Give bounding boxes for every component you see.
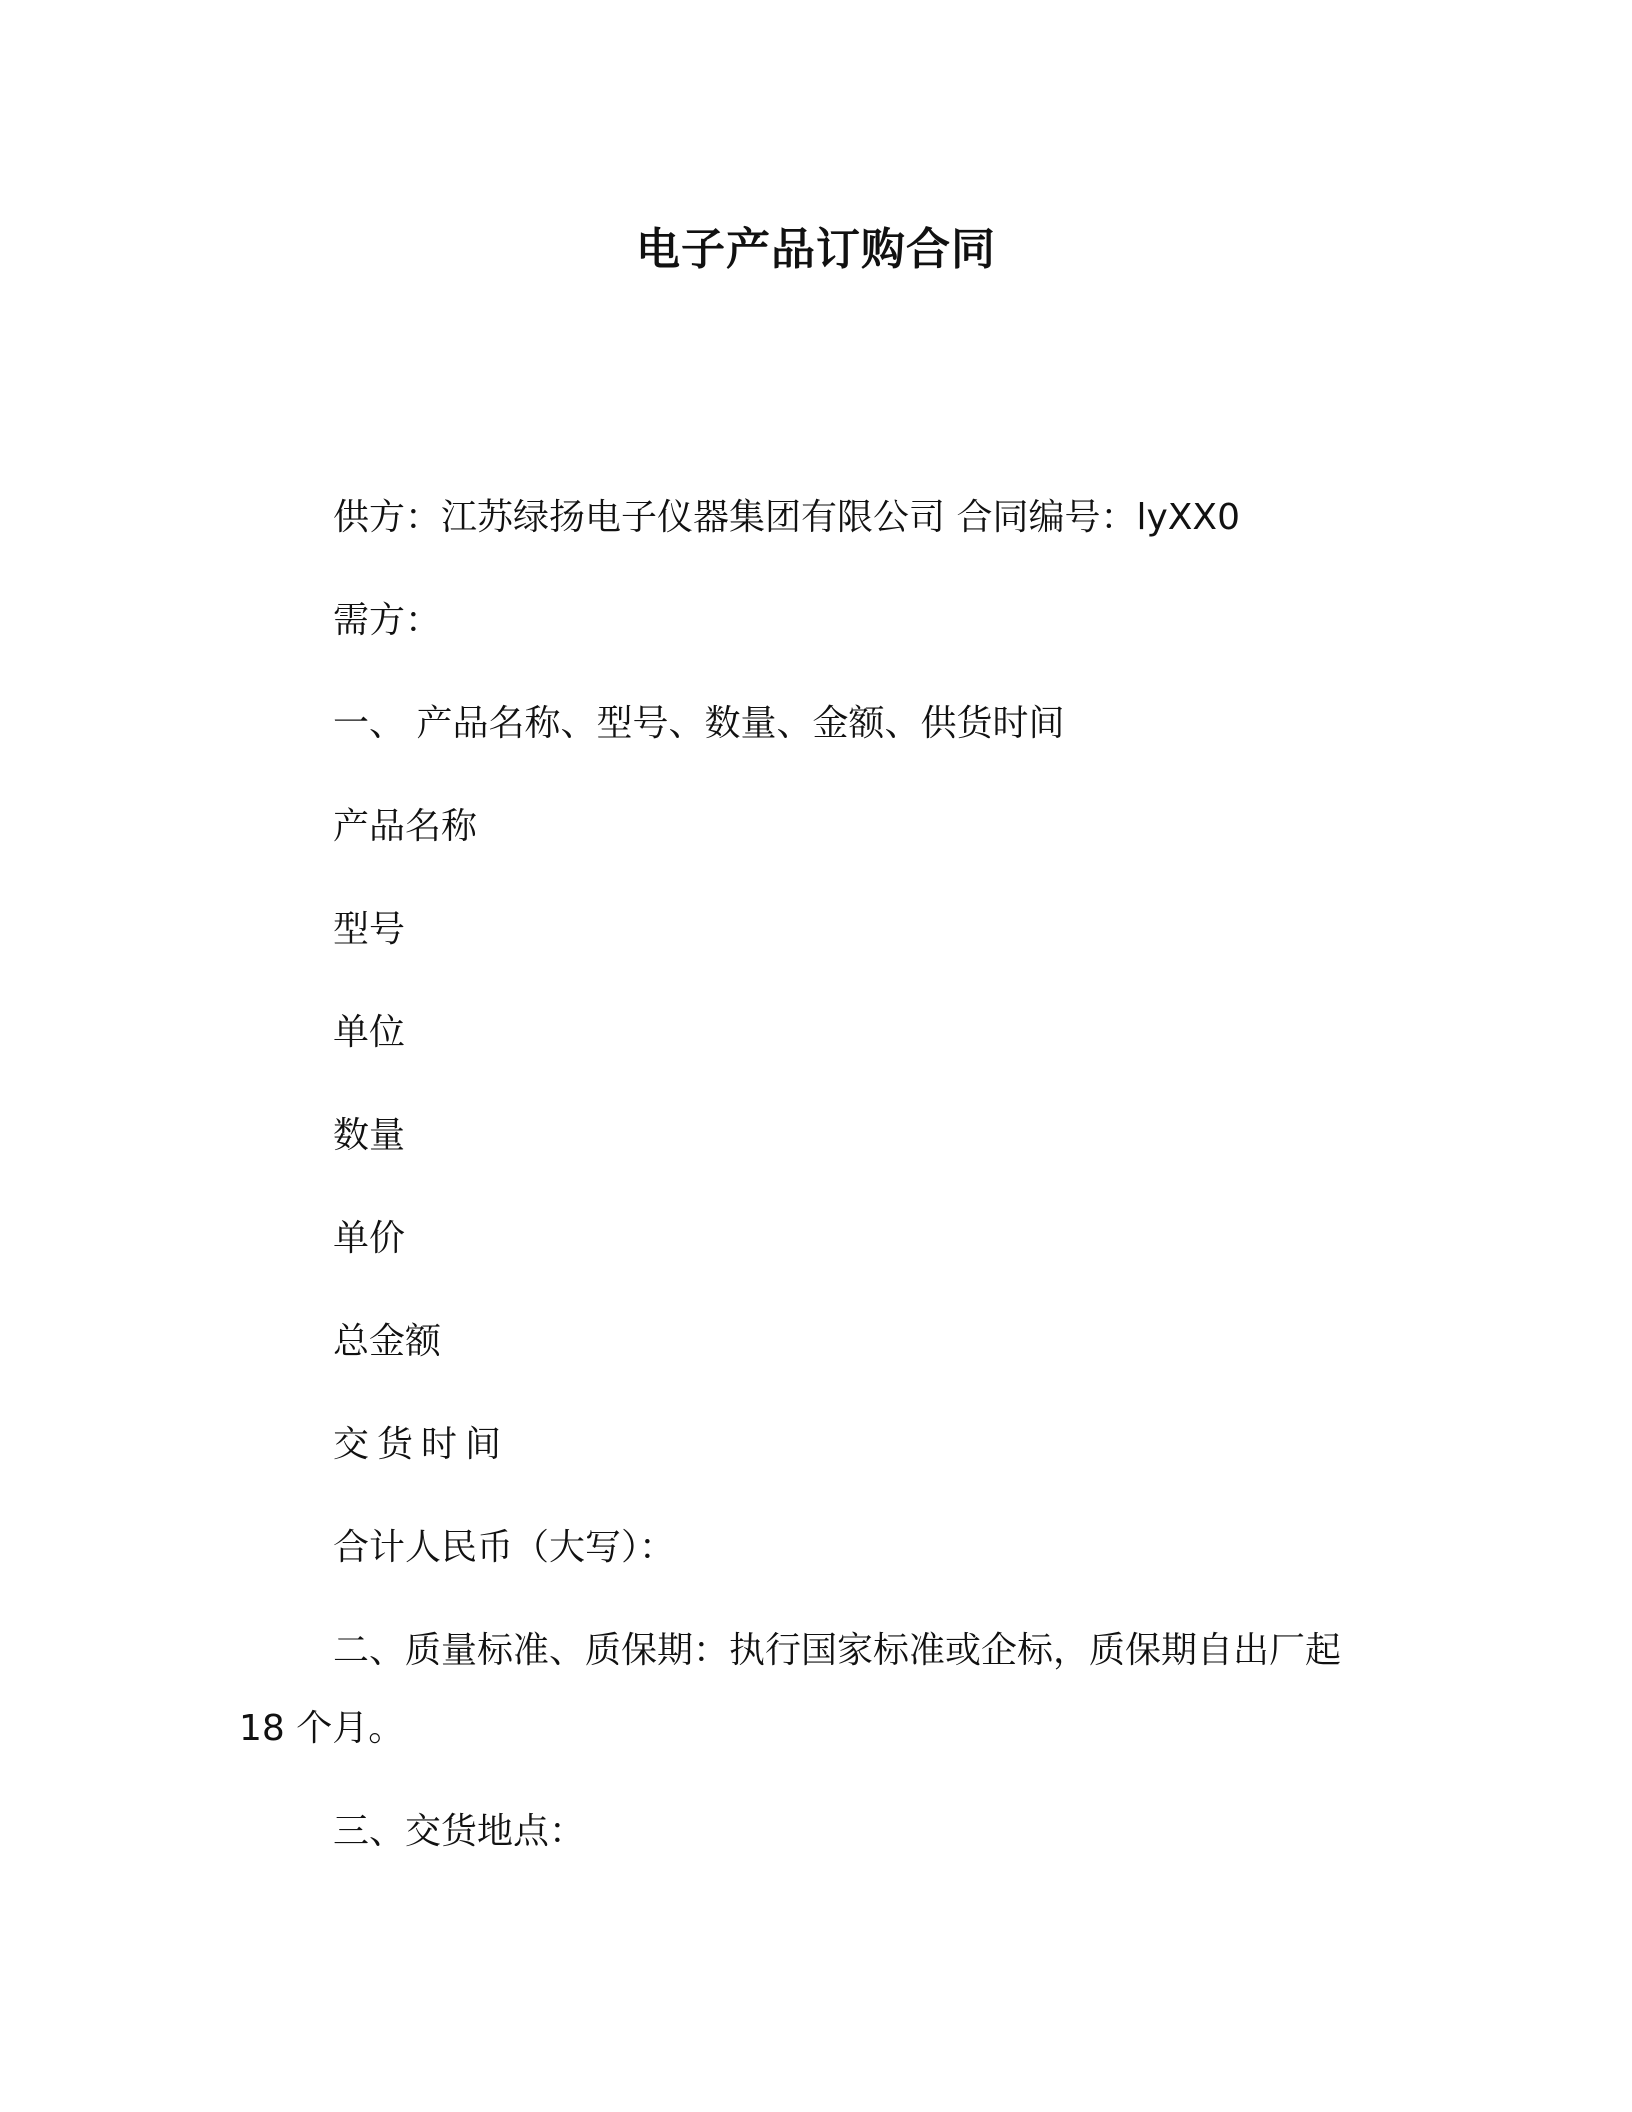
document-title: 电子产品订购合同 bbox=[636, 224, 996, 275]
unit-label: 单位 bbox=[333, 1012, 406, 1053]
total-amount-label: 总金额 bbox=[333, 1321, 442, 1362]
delivery-time-label: 交货时间 bbox=[333, 1424, 510, 1465]
section-2-line-2: 18 个月。 bbox=[239, 1708, 405, 1749]
section-2-line-1: 二、质量标准、质保期：执行国家标准或企标，质保期自出厂起 bbox=[333, 1630, 1342, 1671]
section-1-heading: 一、 产品名称、型号、数量、金额、供货时间 bbox=[333, 703, 1065, 744]
total-rmb-label: 合计人民币（大写）： bbox=[333, 1527, 676, 1568]
quantity-label: 数量 bbox=[333, 1115, 406, 1156]
product-name-label: 产品名称 bbox=[333, 806, 478, 847]
buyer-line: 需方： bbox=[333, 600, 442, 641]
section-3-heading: 三、交货地点： bbox=[333, 1811, 586, 1852]
model-label: 型号 bbox=[333, 909, 406, 950]
unit-price-label: 单价 bbox=[333, 1218, 406, 1259]
supplier-line: 供方：江苏绿扬电子仪器集团有限公司 合同编号：lyXX0 bbox=[333, 497, 1240, 538]
